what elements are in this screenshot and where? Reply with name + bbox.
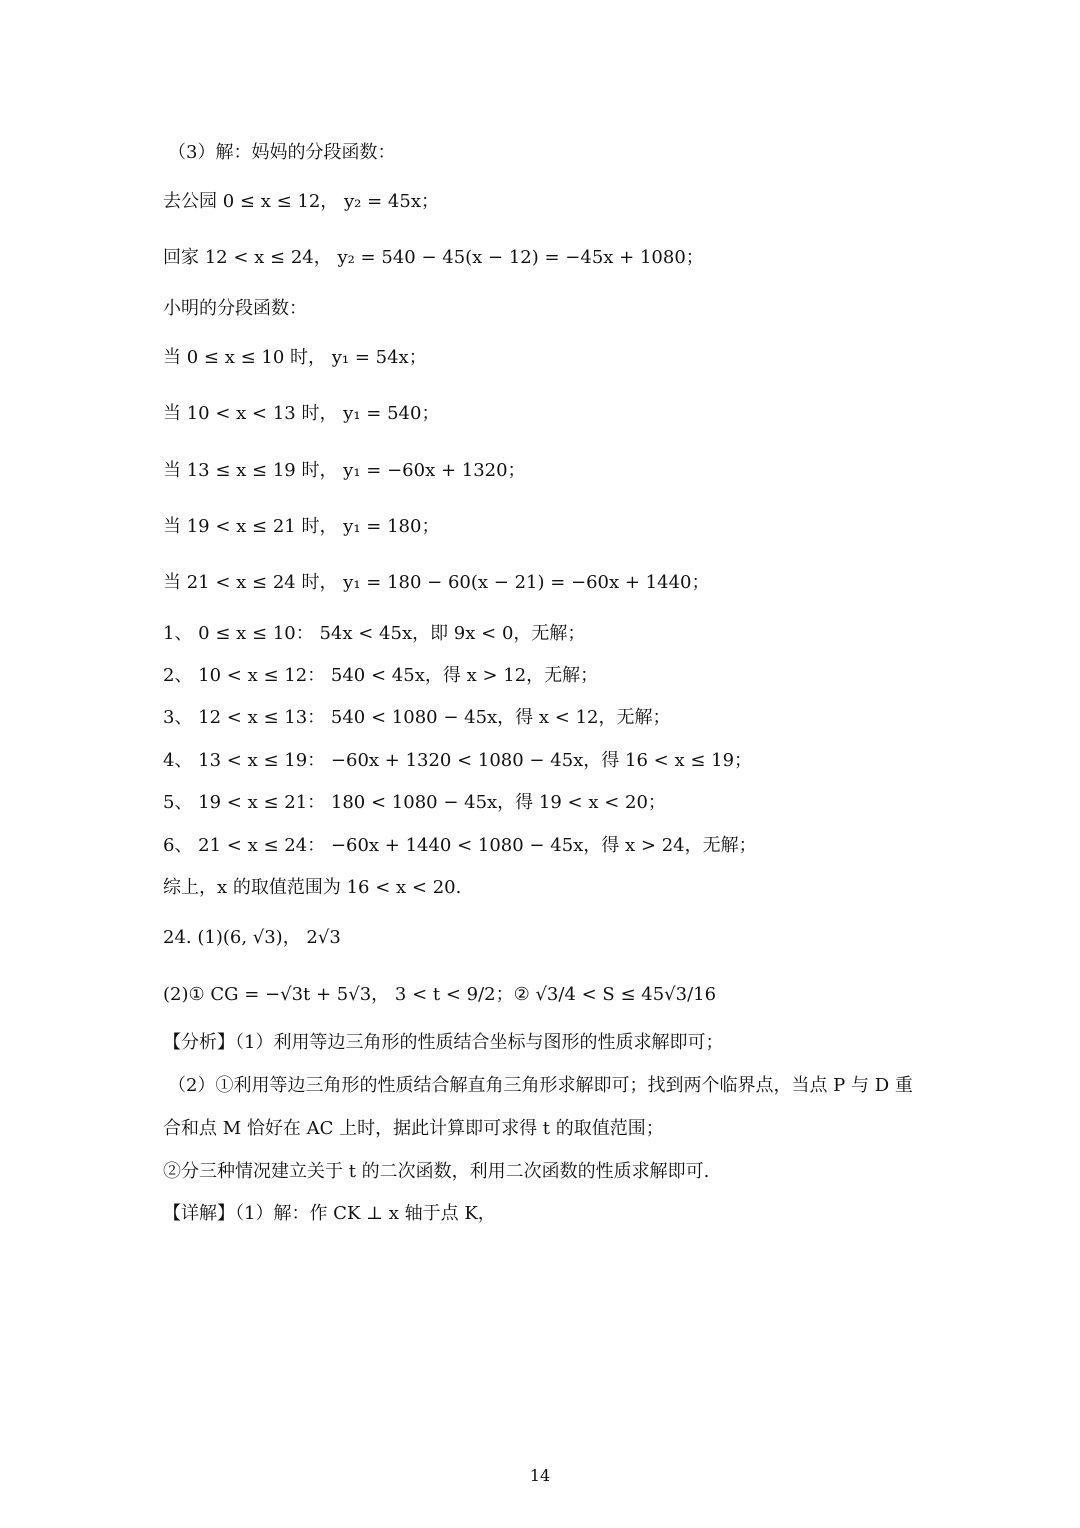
text-line: 5、 19 < x ≤ 21： 180 < 1080 − 45x，得 19 < x < 20；: [163, 792, 666, 813]
text-line: 去公园 0 ≤ x ≤ 12， y₂ = 45x；: [163, 191, 439, 212]
text-line: 2、 10 < x ≤ 12： 540 < 45x，得 x > 12，无解；: [163, 665, 599, 686]
page-number: 14: [529, 1466, 551, 1485]
text-line: （3）解：妈妈的分段函数：: [168, 142, 396, 163]
text-line: 24. (1)(6, √3)， 2√3: [163, 927, 341, 948]
text-line: (2)① CG = −√3t + 5√3， 3 < t < 9/2；② √3/4 < S ≤ 45√3/16: [163, 984, 717, 1005]
text-line: 当 0 ≤ x ≤ 10 时， y₁ = 54x；: [163, 347, 427, 368]
text-line: 【分析】（1）利用等边三角形的性质结合坐标与图形的性质求解即可；: [163, 1032, 724, 1053]
text-line: 当 10 < x < 13 时， y₁ = 540；: [163, 403, 440, 424]
text-line: （2）①利用等边三角形的性质结合解直角三角形求解即可；找到两个临界点，当点 P 与 D 重: [168, 1075, 913, 1096]
text-line: 当 13 ≤ x ≤ 19 时， y₁ = −60x + 1320；: [163, 460, 526, 481]
text-line: 3、 12 < x ≤ 13： 540 < 1080 − 45x，得 x < 12，无解；: [163, 707, 671, 728]
text-line: 回家 12 < x ≤ 24， y₂ = 540 − 45(x − 12) = −45x + 1080；: [163, 247, 704, 268]
text-line: 当 19 < x ≤ 21 时， y₁ = 180；: [163, 516, 440, 537]
text-line: 综上，x 的取值范围为 16 < x < 20.: [163, 877, 462, 898]
text-line: 当 21 < x ≤ 24 时， y₁ = 180 − 60(x − 21) = −60x + 1440；: [163, 572, 710, 593]
text-line: 【详解】（1）解：作 CK ⊥ x 轴于点 K，: [163, 1203, 496, 1224]
text-line: 合和点 M 恰好在 AC 上时，据此计算即可求得 t 的取值范围；: [163, 1118, 664, 1139]
text-line: 1、 0 ≤ x ≤ 10： 54x < 45x，即 9x < 0，无解；: [163, 623, 586, 644]
text-line: 小明的分段函数：: [163, 298, 307, 319]
text-line: 4、 13 < x ≤ 19： −60x + 1320 < 1080 − 45x，得 16 < x ≤ 19；: [163, 750, 753, 771]
text-line: 6、 21 < x ≤ 24： −60x + 1440 < 1080 − 45x，得 x > 24，无解；: [163, 835, 757, 856]
text-line: ②分三种情况建立关于 t 的二次函数，利用二次函数的性质求解即可.: [163, 1161, 710, 1182]
